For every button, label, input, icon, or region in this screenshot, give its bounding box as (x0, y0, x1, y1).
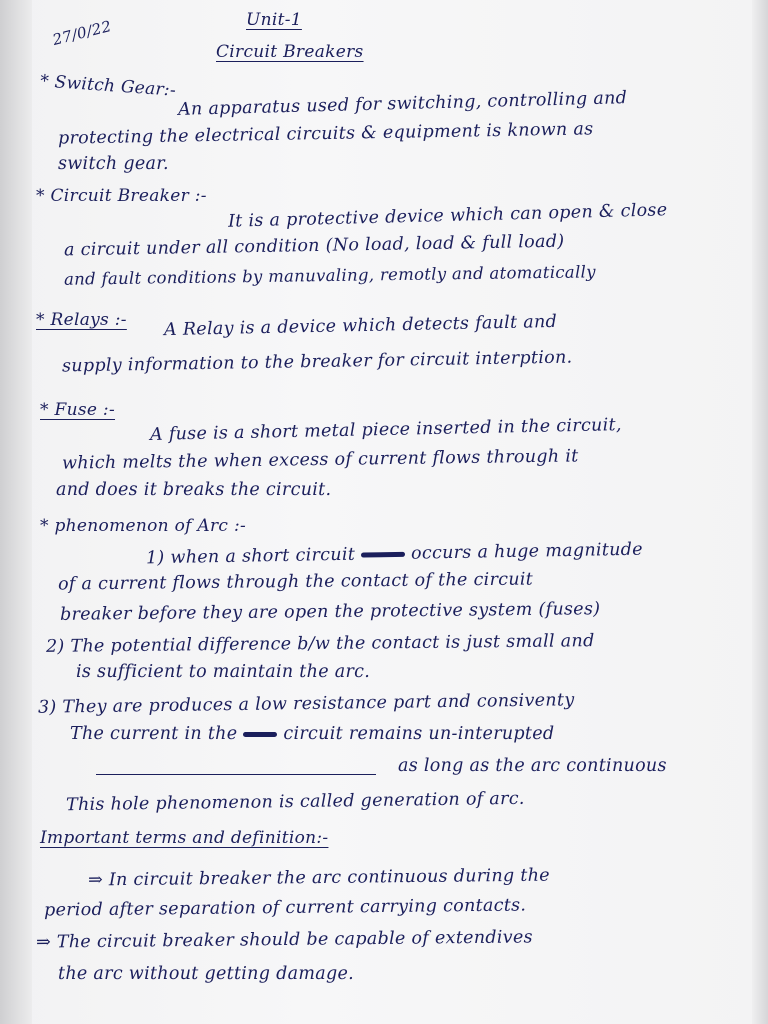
arc-line-6: 3) They are produces a low resistance part and consiventy (37, 690, 575, 718)
circuit-breaker-line-3: and fault conditions by manuvaling, remotly and atomatically (63, 262, 596, 289)
important-line-2: period after separation of current carrying contacts. (43, 895, 527, 921)
arc-line-7a: The current in the (70, 724, 238, 744)
heading-switch-gear: * Switch Gear:- (39, 71, 177, 101)
arc-line-7b: circuit remains un-interupted (283, 724, 555, 744)
heading-circuit-breaker: * Circuit Breaker :- (36, 186, 207, 206)
arc-line-3: breaker before they are open the protective system (fuses) (59, 599, 601, 625)
scratched-word-2 (243, 732, 277, 737)
arc-line-2: of a current flows through the contact of the circuit (57, 569, 534, 595)
date: 27/0/22 (50, 17, 114, 49)
circuit-breaker-line-2: a circuit under all condition (No load, load & full load) (63, 231, 565, 261)
important-line-4: the arc without getting damage. (58, 964, 355, 984)
fuse-line-1: A fuse is a short metal piece inserted in the circuit, (149, 415, 622, 445)
arc-line-1b: occurs a huge magnitude (410, 539, 644, 564)
arc-line-7 (70, 724, 554, 744)
arc-line-1 (146, 540, 643, 569)
heading-relays: * Relays :- (36, 310, 127, 330)
arc-line-4: 2) The potential difference b/w the contact is just small and (45, 631, 595, 657)
circuit-breaker-line-1: It is a protective device which can open & close (227, 200, 668, 232)
relays-line-1: A Relay is a device which detects fault and (163, 311, 558, 341)
arc-line-8: as long as the arc continuous (398, 756, 667, 776)
important-line-1: ⇒ In circuit breaker the arc continuous during the (87, 865, 550, 891)
heading-arc: * phenomenon of Arc :- (40, 516, 247, 536)
page-right-edge (752, 0, 768, 1024)
arc-line-5: is sufficient to maintain the arc. (76, 662, 371, 682)
switch-gear-line-3: switch gear. (58, 154, 169, 174)
switch-gear-line-2: protecting the electrical circuits & equipment is known as (57, 119, 594, 149)
unit-label: Unit-1 (246, 10, 302, 30)
page-title: Circuit Breakers (216, 42, 364, 62)
fuse-line-2: which melts the when excess of current flows through it (61, 446, 579, 474)
heading-important-terms: Important terms and definition:- (40, 828, 329, 848)
switch-gear-line-1: An apparatus used for switching, controlling and (177, 88, 628, 120)
scratched-word (361, 552, 405, 558)
important-line-3: ⇒ The circuit breaker should be capable of extendives (35, 927, 533, 953)
fuse-line-3: and does it breaks the circuit. (56, 480, 332, 500)
arc-line-1a: 1) when a short circuit (145, 544, 356, 569)
arc-line-9: This hole phenomenon is called generation of arc. (65, 788, 525, 816)
heading-fuse: * Fuse :- (40, 400, 116, 420)
relays-line-2: supply information to the breaker for circuit interption. (61, 347, 573, 377)
blank-line (96, 774, 376, 775)
page-left-edge (0, 0, 32, 1024)
